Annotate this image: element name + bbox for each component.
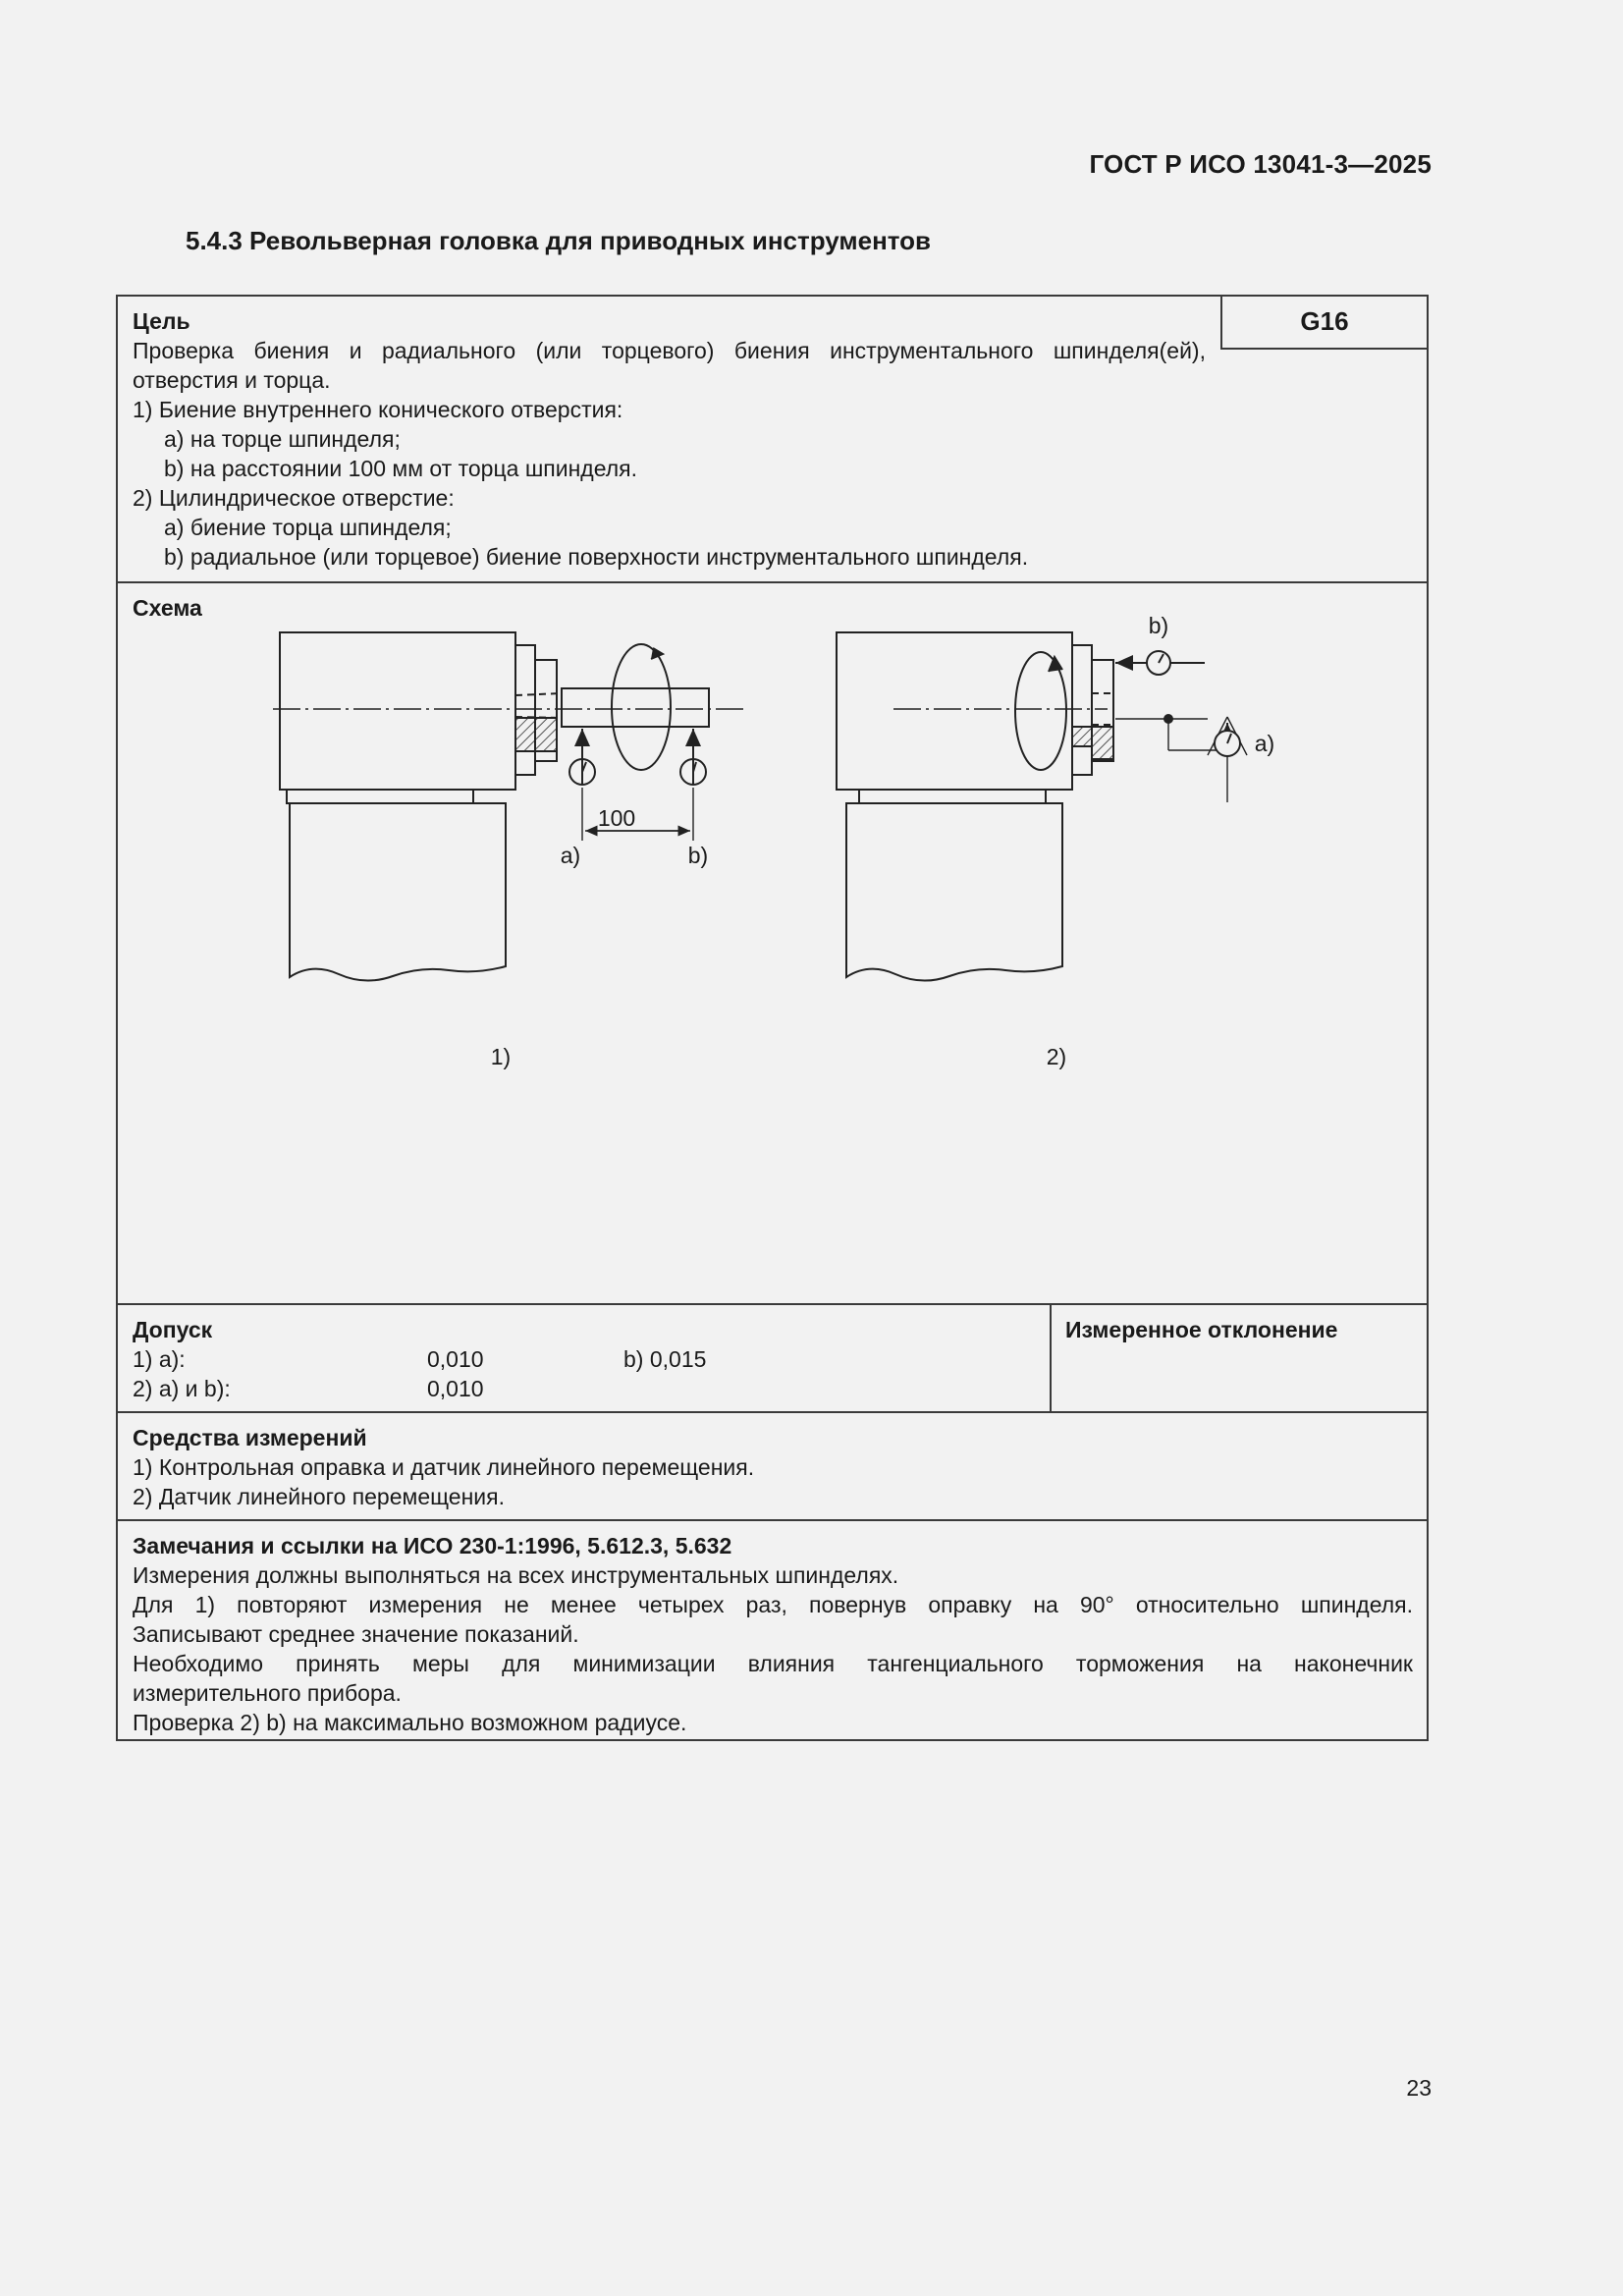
- notes-line-1: Измерения должны выполняться на всех инструментальных шпинделях.: [133, 1562, 899, 1588]
- fig2-label-b: b): [1148, 613, 1169, 638]
- page-number: 23: [1406, 2075, 1432, 2101]
- figure-2-drawing: [837, 632, 1247, 981]
- goal-item-1a: a) на торце шпинделя;: [164, 426, 401, 452]
- goal-item-2: 2) Цилиндрическое отверстие:: [133, 485, 455, 511]
- means-item-1: 1) Контрольная оправка и датчик линейного перемещения.: [133, 1454, 755, 1480]
- notes-line-2: Для 1) повторяют измерения не менее четырех раз, повернув оправку на 90° относительно шпинделя.: [133, 1592, 1413, 1617]
- tolerance-row: [118, 1305, 1427, 1413]
- document-code: ГОСТ Р ИСО 13041-3—2025: [1089, 149, 1432, 179]
- tolerance-heading: Допуск: [133, 1317, 213, 1342]
- tolerance-r1-b: b) 0,015: [623, 1346, 707, 1372]
- fig1-label-b: b): [687, 843, 709, 868]
- tolerance-r1-value: 0,010: [427, 1346, 484, 1372]
- fig1-caption: 1): [490, 1044, 512, 1069]
- goal-row: [118, 297, 1427, 583]
- test-id-cell: G16: [1220, 297, 1427, 350]
- goal-line-1: Проверка биения и радиального (или торцевого) биения инструментального шпинделя(ей),: [133, 338, 1206, 363]
- notes-line-3: Записывают среднее значение показаний.: [133, 1621, 579, 1647]
- goal-item-1: 1) Биение внутреннего конического отверстия:: [133, 397, 623, 422]
- test-sheet-table: [116, 295, 1429, 1741]
- notes-cell: [133, 1531, 1413, 1737]
- fig2-label-a: a): [1254, 731, 1275, 756]
- fig1-dimension-label: 100: [597, 805, 636, 831]
- notes-line-5: измерительного прибора.: [133, 1680, 402, 1706]
- means-item-2: 2) Датчик линейного перемещения.: [133, 1484, 505, 1509]
- measuring-means-row: [118, 1413, 1427, 1521]
- means-heading: Средства измерений: [133, 1425, 367, 1450]
- measured-deviation-heading: Измеренное отклонение: [1065, 1317, 1338, 1342]
- goal-heading: Цель: [133, 308, 190, 334]
- notes-row: [118, 1521, 1427, 1743]
- figure-1-drawing: [273, 632, 748, 981]
- goal-item-2a: a) биение торца шпинделя;: [164, 515, 452, 540]
- scheme-heading: Схема: [133, 595, 202, 621]
- tolerance-r1-label: 1) a):: [133, 1346, 186, 1372]
- tolerance-r2-label: 2) a) и b):: [133, 1376, 231, 1401]
- tolerance-r2-value: 0,010: [427, 1376, 484, 1401]
- notes-line-6: Проверка 2) b) на максимально возможном радиусе.: [133, 1710, 687, 1735]
- notes-heading: Замечания и ссылки на ИСО 230-1:1996, 5.612.3, 5.632: [133, 1533, 732, 1558]
- scheme-drawing: [118, 583, 1427, 1303]
- fig2-caption: 2): [1046, 1044, 1067, 1069]
- scheme-row: [118, 583, 1427, 1305]
- measuring-means-cell: [133, 1423, 754, 1511]
- goal-item-2b: b) радиальное (или торцевое) биение поверхности инструментального шпинделя.: [164, 544, 1029, 570]
- tolerance-cell: [133, 1315, 1016, 1403]
- goal-text: [133, 306, 1206, 572]
- goal-item-1b: b) на расстоянии 100 мм от торца шпинделя.: [164, 456, 637, 481]
- fig1-label-a: a): [560, 843, 581, 868]
- notes-line-4: Необходимо принять меры для минимизации влияния тангенциального торможения на наконечник: [133, 1651, 1413, 1676]
- tolerance-divider: [1050, 1305, 1052, 1411]
- goal-line-2: отверстия и торца.: [133, 367, 331, 393]
- section-title: 5.4.3 Револьверная головка для приводных инструментов: [186, 226, 932, 255]
